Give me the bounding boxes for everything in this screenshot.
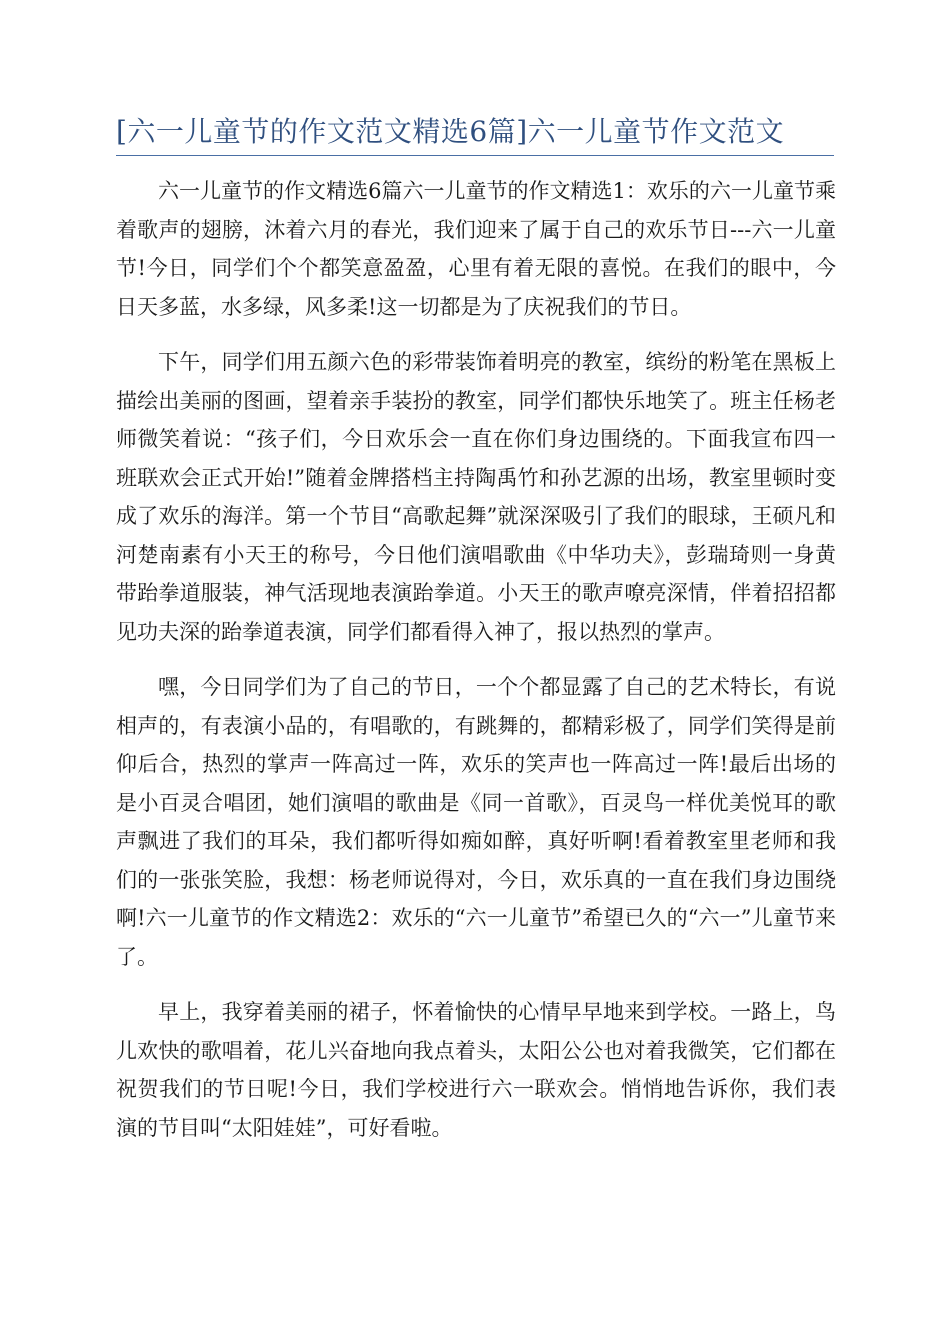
document-body: [116, 172, 836, 1164]
paragraph-1: 六一儿童节的作文精选6篇六一儿童节的作文精选1：欢乐的六一儿童节乘着歌声的翅膀，沐着六月的春光，我们迎来了属于自己的欢乐节日---六一儿童节!今日，同学们个个都笑意盈盈，心里有着无限的喜悦。在我们的眼中，今日天多蓝，水多绿，风多柔!这一切都是为了庆祝我们的节日。: [116, 179, 836, 319]
document-title: [六一儿童节的作文范文精选6篇]六一儿童节作文范文: [116, 115, 785, 148]
paragraph-4: 早上，我穿着美丽的裙子，怀着愉快的心情早早地来到学校。一路上，鸟儿欢快的歌唱着，花儿兴奋地向我点着头，太阳公公也对着我微笑，它们都在祝贺我们的节日呢!今日，我们学校进行六一联欢会。悄悄地告诉你，我们表演的节目叫“太阳娃娃”，可好看啦。: [116, 1000, 836, 1140]
paragraph-2: 下午，同学们用五颜六色的彩带装饰着明亮的教室，缤纷的粉笔在黑板上描绘出美丽的图画，望着亲手装扮的教室，同学们都快乐地笑了。班主任杨老师微笑着说：“孩子们，今日欢乐会一直在你们身边围绕的。下面我宣布四一班联欢会正式开始!”随着金牌搭档主持陶禹竹和孙艺源的出场，教室里顿时变成了欢乐的海洋。第一个节目“高歌起舞”就深深吸引了我们的眼球，王硕凡和河楚南素有小天王的称号，今日他们演唱歌曲《中华功夫》，彭瑞琦则一身黄带跆拳道服装，神气活现地表演跆拳道。小天王的歌声嘹亮深情，伴着招招都见功夫深的跆拳道表演，同学们都看得入神了，报以热烈的掌声。: [116, 350, 836, 644]
paragraph-3: 嘿，今日同学们为了自己的节日，一个个都显露了自己的艺术特长，有说相声的，有表演小品的，有唱歌的，有跳舞的，都精彩极了，同学们笑得是前仰后合，热烈的掌声一阵高过一阵，欢乐的笑声也一阵高过一阵!最后出场的是小百灵合唱团，她们演唱的歌曲是《同一首歌》，百灵鸟一样优美悦耳的歌声飘进了我们的耳朵，我们都听得如痴如醉，真好听啊!看着教室里老师和我们的一张张笑脸，我想：杨老师说得对，今日，欢乐真的一直在我们身边围绕啊!六一儿童节的作文精选2：欢乐的“六一儿童节”希望已久的“六一”儿童节来了。: [116, 675, 836, 969]
title-underline: [116, 155, 834, 156]
